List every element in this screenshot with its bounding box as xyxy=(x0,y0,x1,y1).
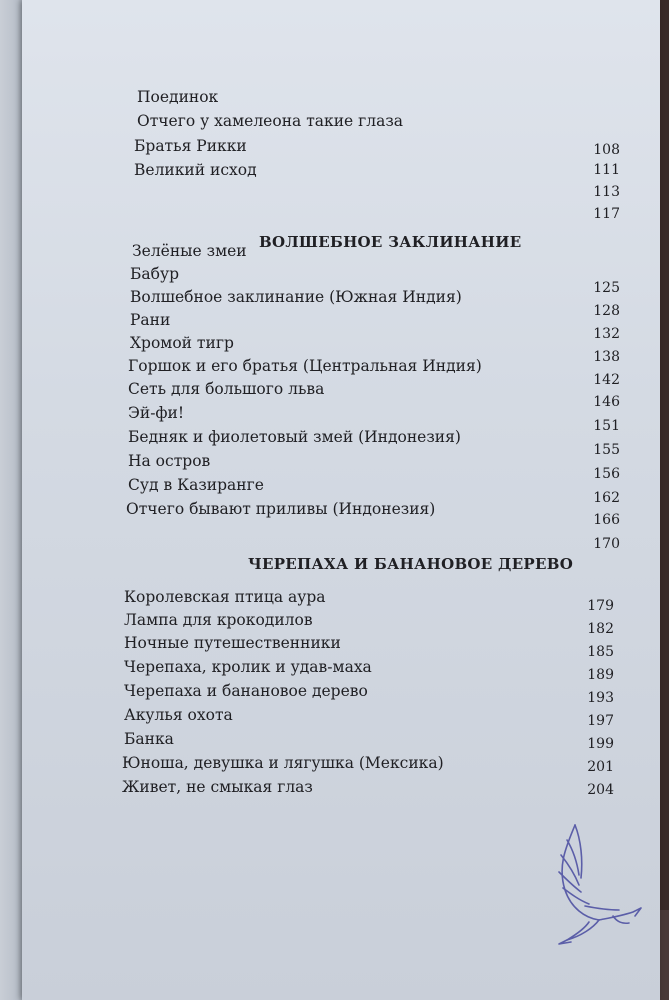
toc-entry-title: Братья Рикки xyxy=(134,137,247,155)
toc-page-number: 162 xyxy=(593,490,620,506)
toc-entry-title: Лампа для крокодилов xyxy=(124,611,313,629)
toc-entry-title: Живет, не смыкая глаз xyxy=(122,778,313,796)
toc-page-number: 132 xyxy=(593,326,620,342)
toc-page-number: 128 xyxy=(593,303,620,319)
toc-page-number: 189 xyxy=(587,667,614,683)
toc-page-number: 197 xyxy=(587,713,614,729)
toc-entry-title: Великий исход xyxy=(134,161,257,179)
toc-entry-title: Сеть для большого льва xyxy=(128,380,325,398)
toc-entry-title: Бедняк и фиолетовый змей (Индонезия) xyxy=(128,428,461,446)
toc-page-number: 155 xyxy=(593,442,620,458)
toc-page-number: 146 xyxy=(593,394,620,410)
toc-entry-title: Юноша, девушка и лягушка (Мексика) xyxy=(122,754,444,772)
toc-entry-title: Суд в Казиранге xyxy=(128,476,264,494)
toc-entry-title: Банка xyxy=(124,730,174,748)
toc-page-number: 125 xyxy=(593,280,620,296)
toc-entry-title: Бабур xyxy=(130,265,180,283)
toc-entry-title: Зелёные змеи xyxy=(132,242,247,260)
toc-page-number: 117 xyxy=(593,206,620,222)
bird-illustration xyxy=(537,820,647,950)
toc-page-number: 111 xyxy=(593,162,620,178)
toc-page-number: 185 xyxy=(587,644,614,660)
section-heading: ВОЛШЕБНОЕ ЗАКЛИНАНИЕ xyxy=(259,233,522,251)
toc-page-number: 151 xyxy=(593,418,620,434)
toc-page-number: 142 xyxy=(593,372,620,388)
toc-entry-title: Отчего бывают приливы (Индонезия) xyxy=(126,500,436,518)
toc-page-number: 179 xyxy=(587,598,614,614)
toc-entry-title: Хромой тигр xyxy=(130,334,234,352)
toc-page-number: 113 xyxy=(593,184,620,200)
toc-page-number: 182 xyxy=(587,621,614,637)
toc-entry-title: На остров xyxy=(128,452,211,470)
toc-entry-title: Королевская птица аура xyxy=(124,588,326,606)
toc-page-number: 170 xyxy=(593,536,620,552)
toc-page-number: 166 xyxy=(593,512,620,528)
toc-page-number: 201 xyxy=(587,759,614,775)
toc-page-number: 193 xyxy=(587,690,614,706)
toc-page-number: 108 xyxy=(593,142,620,158)
toc-page-number: 204 xyxy=(587,782,614,798)
toc-entry-title: Отчего у хамелеона такие глаза xyxy=(137,112,404,130)
toc-entry-title: Волшебное заклинание (Южная Индия) xyxy=(130,288,462,306)
toc-entry-title: Акулья охота xyxy=(124,706,233,724)
toc-page-number: 156 xyxy=(593,466,620,482)
toc-entry-title: Эй-фи! xyxy=(128,404,185,422)
section-heading: ЧЕРЕПАХА И БАНАНОВОЕ ДЕРЕВО xyxy=(248,555,574,573)
toc-entry-title: Рани xyxy=(130,311,171,329)
toc-entry-title: Поединок xyxy=(137,88,219,106)
toc-page-number: 138 xyxy=(593,349,620,365)
book-page xyxy=(22,0,660,1000)
toc-entry-title: Ночные путешественники xyxy=(124,634,341,652)
toc-entry-title: Горшок и его братья (Центральная Индия) xyxy=(128,357,482,375)
toc-entry-title: Черепаха и банановое дерево xyxy=(124,682,368,700)
toc-entry-title: Черепаха, кролик и удав-маха xyxy=(124,658,372,676)
toc-page-number: 199 xyxy=(587,736,614,752)
